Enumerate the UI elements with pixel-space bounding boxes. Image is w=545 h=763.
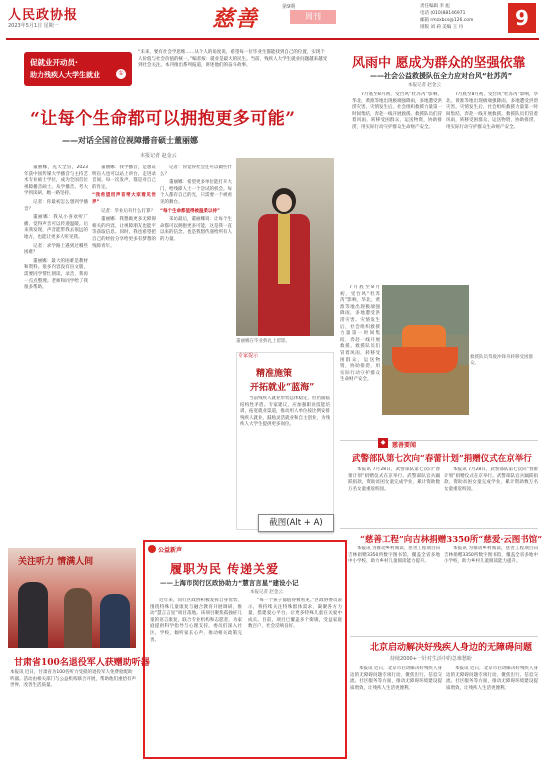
expert-tips-title-1: 精准施策	[256, 369, 293, 379]
section-divider	[340, 440, 538, 441]
article-paragraph: 董丽娜：希望更多单位能打开大门，给残障人士一个尝试的机会。每个人都有自己的光，只需要一个被看见的舞台。	[160, 180, 232, 205]
banner-line-1: 促就业开动员·	[30, 58, 78, 67]
veterans-headline: 甘肃省100名退役军人获赠助听器	[14, 658, 150, 668]
article-paragraph: 记者：求学路上遇到过哪些困难？	[24, 243, 88, 256]
article-paragraph: 董丽娜：我从小喜欢听广播，觉得声音可以传递温暖。后来我发现，声音能带我去很远的地方，也能让更多人听见我。	[24, 215, 88, 240]
library-paragraph: 本报讯 为推动乡村阅读，慈善工程项目向吉林捐赠3350所数字图书馆，覆盖全省多地中小学校，助力乡村儿童阅读能力提升。	[444, 546, 538, 565]
public-welfare-headline: 履职为民 传递关爱	[170, 562, 280, 576]
veterans-hearing-photo	[8, 548, 136, 648]
photo-banner-text: 关注听力 情满人间	[18, 557, 94, 567]
graduate-photo	[236, 158, 334, 336]
expert-tips-body	[240, 396, 330, 512]
flood-paragraph: 7月底至8月初，受台风“杜苏芮”影响，华北、黄淮等地出现极端强降雨，多地遭受洪涝灾害。灾情发生后，社会组织救援力量第一时间集结，奔赴一线开展救援。救援队员们冒着风雨，转移受困群众，运送物资，协助排涝，用实际行动守护群众生命财产安全。	[446, 92, 538, 130]
article-paragraph: 采访最后，董丽娜说：让每个生命都可以拥抱更多可能，这是我一直以来的信念，也是我想传递给所有人的力量。	[160, 217, 232, 242]
series-banner	[24, 52, 132, 86]
editor-line: 责任编辑 李 彪	[420, 4, 450, 9]
banner-line-2: 助力残疾人大学生就业	[30, 71, 100, 79]
photo-boat	[392, 347, 458, 373]
news-paragraph: 本报讯 7月28日，武警部队第七次向“春蕾计划”捐赠仪式在京举行。武警部队官兵踊跃捐款，资助贫困女童完成学业，累计资助数万名女童重返校园。	[348, 467, 440, 492]
flood-column-1	[352, 92, 442, 282]
newspaper-logo: 人民政协报	[8, 8, 79, 23]
editor-note: “未来，要有社会学思维……从个人的角度说，希望每一位毕业生都能找到自己的位置，实现个人价值与社会价值的统一。”编者按：就业是最大的民生。当前，残疾人大学生就业问题越来越受到社会关注。本刊推出系列报道，讲述他们的奋斗故事。	[138, 50, 328, 68]
article-column-2	[92, 165, 156, 540]
public-welfare-column-2	[248, 598, 342, 754]
accessibility-subheadline: 持续2000+一针对生活中的急难愁盼	[390, 656, 472, 662]
flood-column-3	[340, 285, 380, 440]
section-divider	[350, 636, 538, 637]
flood-paragraph: 7月底至8月初，受台风“杜苏芮”影响，华北、黄淮等地出现极端强降雨，多地遭受洪涝灾害。灾情发生后，社会组织救援力量第一时间集结，奔赴一线开展救援。救援队员们冒着风雨，转移受困群众，运送物资，协助排涝，用实际行动守护群众生命财产安全。	[340, 285, 380, 383]
flood-paragraph: 7月底至8月初，受台风“杜苏芮”影响，华北、黄淮等地出现极端强降雨，多地遭受洪涝灾害。灾情发生后，社会组织救援力量第一时间集结，奔赴一线开展救援。救援队员们冒着风雨，转移受困群众，运送物资，协助排涝，用实际行动守护群众生命财产安全。	[352, 92, 442, 130]
article-paragraph: 记者：你最初怎么想到学播音？	[24, 199, 88, 212]
edition-label: 第9期	[282, 4, 296, 10]
section-brand: 慈善	[212, 6, 259, 32]
public-welfare-paragraph: 近年来，闵行区政协积极发挥自身优势，围绕特殊儿童康复与融合教育开展调研，推动“慧言言星”项目落地。该项目聚焦孤独症儿童的语言康复，联合专业机构和志愿者，为家庭提供科学指导与心理支持。委员们深入社区、学校，倾听家长心声，推动相关政策完善。	[150, 598, 242, 643]
news-column-1	[348, 467, 440, 527]
issue-date: 2023年5月1日 星期一	[8, 23, 59, 29]
public-welfare-subheadline: ——上海市闵行区政协助力“慧言言星”建设小记	[160, 579, 299, 587]
library-column-2	[444, 546, 538, 634]
flood-subheadline: ——社会公益救援队伍全力应对台风“杜苏芮”	[370, 72, 513, 80]
graduation-scarf	[278, 214, 290, 284]
editor-info	[420, 3, 495, 31]
article-subheading: “我希望用声音带大家看见世界”	[92, 193, 156, 205]
flood-headline: 风雨中 愿成为群众的坚强依靠	[352, 56, 526, 71]
library-headline: “慈善工程”向吉林捐赠3350所“慈爱·云图书馆”	[360, 535, 543, 545]
public-welfare-column-1	[150, 598, 242, 754]
screenshot-tooltip[interactable]: 截图(Alt + A)	[258, 514, 334, 532]
expert-tips-paragraph: 当前残疾人就业形势总体稳定，但仍面临结构性矛盾。专家建议，应加强职业技能培训，拓宽就业渠道，推动用人单位按比例安排残疾人就业，鼓励灵活就业和自主创业，为残疾人大学生提供更多岗位。	[240, 396, 330, 428]
news-tag: 慈善要闻	[392, 442, 417, 449]
masthead	[0, 0, 545, 38]
editor-line: 排版 刘 莉 美编 王 丹	[420, 25, 464, 30]
news-paragraph: 本报讯 7月28日，武警部队第七次向“春蕾计划”捐赠仪式在京举行。武警部队官兵踊跃捐款，资助贫困女童完成学业，累计资助数万名女童重返校园。	[444, 467, 538, 492]
rescue-photo-caption: 救援队员驾驶冲锋舟转移受困群众。	[470, 355, 533, 367]
page-number: 9	[508, 3, 536, 33]
accessibility-column-2	[446, 666, 538, 760]
expert-tips-tag: 专家提示	[238, 353, 259, 359]
editor-line: 电话 (010)88146971	[420, 11, 466, 16]
person-face	[276, 194, 292, 212]
article-paragraph: 董丽娜，先天全盲，2023年获中国传媒大学播音与主持艺术专业硕士学位，成为全国首位视障播音硕士。从学播音、考大学到读研，她一路坚持。	[24, 165, 88, 197]
veterans-body: 本报讯 近日，甘肃省为100名听力受损的退役军人免费验配助听器。活动由相关部门与公益机构联合开展，帮助他们重拾有声世界，改善生活质量。	[10, 670, 136, 688]
article-column-3	[160, 165, 232, 540]
news-column-2	[444, 467, 538, 527]
article-paragraph: 记者：你觉得社会还可以做些什么？	[160, 165, 232, 177]
accessibility-column-1	[350, 666, 442, 760]
article-paragraph: 董丽娜：我学播音，是想证明盲人也可以站上讲台、走进录音间。每一次发声，都是对自己的肯定。	[92, 165, 156, 190]
rescue-boat-photo	[382, 285, 469, 415]
article-paragraph: 董丽娜：最大的困难是教材和资料。很多内容没有盲文版，需要同学帮忙朗读、录音，我再一点点整理。老师和同学给了我很多帮助。	[24, 258, 88, 291]
flood-byline: 本报记者 赵金云	[408, 83, 441, 88]
masthead-divider	[6, 38, 539, 40]
public-welfare-byline: 本报记者 赵金云	[250, 590, 283, 595]
column-badge	[290, 10, 336, 24]
library-paragraph: 本报讯 为推动乡村阅读，慈善工程项目向吉林捐赠3350所数字图书馆，覆盖全省多地中小学校，助力乡村儿童阅读能力提升。	[348, 546, 440, 565]
accessibility-paragraph: 本报讯 近日，北京市启动解决好残疾人身边的无障碍问题专项行动，聚焦出行、信息交流、社区服务等方面，推动无障碍环境建设提质增效，让残疾人生活更便利。	[446, 666, 538, 691]
main-headline: “让每个生命都可以拥抱更多可能”	[30, 109, 296, 129]
accessibility-paragraph: 本报讯 近日，北京市启动解决好残疾人身边的无障碍问题专项行动，聚焦出行、信息交流、社区服务等方面，推动无障碍环境建设提质增效，让残疾人生活更便利。	[350, 666, 442, 691]
editor-line: 邮箱 rmzxbcs@126.com	[420, 18, 474, 23]
article-paragraph: 董丽娜：我想做更多无障碍相关的内容，让视障朋友也能平等获取信息。同时，我也希望把自己的经验分享给更多有梦想的残障青年。	[92, 217, 156, 249]
expert-tips-title-2: 开拓就业“蓝海”	[250, 383, 315, 393]
photo-person	[100, 594, 130, 648]
accessibility-headline: 北京启动解决好残疾人身边的无障碍问题	[370, 643, 533, 653]
news-tag-icon: ◆	[378, 438, 388, 448]
article-paragraph: 记者：毕业后有什么打算？	[101, 208, 155, 214]
column-name: 周刊	[305, 12, 321, 21]
photo-person	[18, 582, 48, 648]
public-welfare-logo: 公益新声	[158, 547, 183, 554]
news-headline: 武警部队第七次向“春蕾计划”捐赠仪式在京举行	[352, 454, 532, 464]
article-column-1	[24, 165, 88, 540]
photo-caption: 董丽娜在毕业典礼上留影。	[236, 339, 290, 344]
article-subheading: “每个生命都值得被温柔以待”	[160, 208, 220, 214]
banner-number-badge: ①	[116, 69, 126, 79]
public-welfare-logo-icon	[148, 545, 156, 553]
public-welfare-paragraph: “每一个孩子都值得被看见。”区政协委员表示，将持续关注特殊群体需求，凝聚各方力量，搭建爱心平台，让更多特殊儿童在关爱中成长。目前，项目已覆盖多个街镇，受益家庭数百户，社会反响良好。	[248, 598, 342, 630]
section-divider	[340, 528, 538, 529]
main-subheadline: ——对话全国首位视障播音硕士董丽娜	[62, 136, 198, 145]
library-column-1	[348, 546, 440, 634]
main-byline: 本报记者 赵金云	[140, 153, 177, 159]
photo-person	[64, 588, 92, 648]
